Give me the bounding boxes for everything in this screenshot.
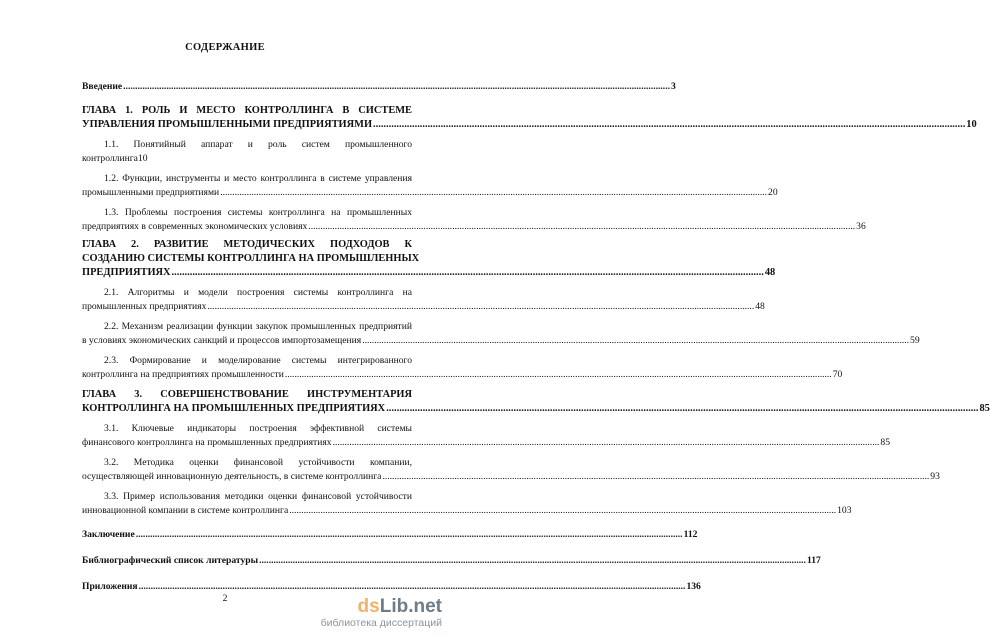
section-3-3-line1: 3.3. Пример использования методики оценки финансовой устойчивости xyxy=(104,491,412,502)
section-1-3-page: 36 xyxy=(856,221,866,232)
leader-dots: .................................................................................................................................................................................................................................... xyxy=(207,301,755,312)
section-3-2-line2: осуществляющей инновационную деятельность, в системе контроллинга xyxy=(82,471,382,482)
watermark xyxy=(321,597,442,629)
toc-appendix-label: Приложения xyxy=(82,581,138,592)
section-3-1-page: 85 xyxy=(880,437,890,448)
section-1-1-line2: контроллинга10 xyxy=(82,153,148,164)
toc-entry-conclusion[interactable] xyxy=(82,528,698,542)
toc-intro-label: Введение xyxy=(82,81,123,92)
section-1-2-line1: 1.2. Функции, инструменты и место контроллинга в системе управления xyxy=(104,173,412,184)
toc-chapter-2[interactable] xyxy=(82,238,776,280)
leader-dots: .................................................................................................................................................................................................................................... xyxy=(284,369,832,380)
section-3-3-line2: инновационной компании в системе контроллинга xyxy=(82,505,289,516)
toc-section-3-1[interactable] xyxy=(82,422,890,450)
leader-dots: .................................................................................................................................................................................................................................... xyxy=(220,187,768,198)
page-title: СОДЕРЖАНИЕ xyxy=(185,42,265,53)
leader-dots: .................................................................................................................................................................................................................................... xyxy=(138,581,686,592)
leader-dots: .................................................................................................................................................................................................................................... xyxy=(373,119,966,130)
chapter-1-title-line1: ГЛАВА 1. РОЛЬ И МЕСТО КОНТРОЛЛИНГА В СИСТЕМЕ xyxy=(82,105,412,116)
toc-entry-intro[interactable] xyxy=(82,80,676,94)
section-1-3-line2: предприятиях в современных экономических условиях xyxy=(82,221,308,232)
chapter-3-title-line2: КОНТРОЛЛИНГА НА ПРОМЫШЛЕННЫХ ПРЕДПРИЯТИЯХ xyxy=(82,403,386,414)
section-2-2-line2: в условиях экономических санкций и процессов импортозамещения xyxy=(82,335,362,346)
leader-dots: .................................................................................................................................................................................................................................... xyxy=(308,221,856,232)
toc-section-3-3[interactable] xyxy=(82,490,852,518)
section-3-2-line1: 3.2. Методика оценки финансовой устойчивости компании, xyxy=(104,457,412,468)
chapter-3-page: 85 xyxy=(979,403,990,414)
toc-appendix-page: 136 xyxy=(686,581,701,592)
section-2-2-page: 59 xyxy=(910,335,920,346)
chapter-1-page: 10 xyxy=(966,119,977,130)
chapter-2-title-line2: СОЗДАНИЮ СИСТЕМЫ КОНТРОЛЛИНГА НА ПРОМЫШЛЕННЫХ xyxy=(82,253,420,264)
leader-dots: .................................................................................................................................................................................................................................... xyxy=(332,437,880,448)
leader-dots: .................................................................................................................................................................................................................................... xyxy=(362,335,910,346)
toc-section-2-2[interactable] xyxy=(82,320,920,348)
chapter-1-title-line2: УПРАВЛЕНИЯ ПРОМЫШЛЕННЫМИ ПРЕДПРИЯТИЯМИ xyxy=(82,119,373,130)
section-2-3-line2: контроллинга на предприятиях промышленности xyxy=(82,369,284,380)
section-3-1-line1: 3.1. Ключевые индикаторы построения эффективной системы xyxy=(104,423,412,434)
toc-conclusion-page: 112 xyxy=(683,529,698,540)
section-1-3-line1: 1.3. Проблемы построения системы контроллинга на промышленных xyxy=(104,207,412,218)
leader-dots: .................................................................................................................................................................................................................................... xyxy=(382,471,930,482)
watermark-subtitle: библиотека диссертаций xyxy=(320,617,442,629)
section-2-1-page: 48 xyxy=(755,301,765,312)
section-1-2-page: 20 xyxy=(768,187,778,198)
toc-section-1-3[interactable] xyxy=(82,206,866,234)
leader-dots: .................................................................................................................................................................................................................................... xyxy=(123,81,670,92)
toc-intro-page: 3 xyxy=(670,81,676,92)
toc-section-1-2[interactable] xyxy=(82,172,778,200)
leader-dots: .................................................................................................................................................................................................................................... xyxy=(135,529,683,540)
toc-section-2-1[interactable] xyxy=(82,286,765,314)
section-1-1-line1: 1.1. Понятийный аппарат и роль систем промышленного xyxy=(104,139,412,150)
chapter-2-page: 48 xyxy=(764,267,776,278)
toc-chapter-1[interactable] xyxy=(82,104,977,132)
section-3-2-page: 93 xyxy=(930,471,940,482)
toc-bibliography-page: 117 xyxy=(806,555,821,566)
toc-section-3-2[interactable] xyxy=(82,456,940,484)
page-number: 2 xyxy=(222,593,228,604)
leader-dots: .................................................................................................................................................................................................................................... xyxy=(289,505,837,516)
leader-dots: .................................................................................................................................................................................................................................... xyxy=(386,403,979,414)
chapter-3-title-line1: ГЛАВА 3. СОВЕРШЕНСТВОВАНИЕ ИНСТРУМЕНТАРИЯ xyxy=(82,389,412,400)
section-2-3-line1: 2.3. Формирование и моделирование системы интегрированного xyxy=(104,355,412,366)
leader-dots: .................................................................................................................................................................................................................................... xyxy=(259,555,806,566)
watermark-logo: dsLib.net xyxy=(357,596,442,617)
section-2-3-page: 70 xyxy=(832,369,843,380)
chapter-2-title-line3: ПРЕДПРИЯТИЯХ xyxy=(82,267,171,278)
section-3-1-line2: финансового контроллинга на промышленных предприятиях xyxy=(82,437,332,448)
table-of-contents xyxy=(82,80,990,594)
toc-section-2-3[interactable] xyxy=(82,354,843,382)
toc-conclusion-label: Заключение xyxy=(82,529,135,540)
section-2-2-line1: 2.2. Механизм реализации функции закупок промышленных предприятий xyxy=(104,321,412,332)
section-1-2-line2: промышленными предприятиями xyxy=(82,187,220,198)
leader-dots: .................................................................................................................................................................................................................................... xyxy=(171,267,764,278)
section-2-1-line1: 2.1. Алгоритмы и модели построения системы контроллинга на xyxy=(104,287,412,298)
toc-entry-appendix[interactable] xyxy=(82,580,701,594)
section-2-1-line2: промышленных предприятиях xyxy=(82,301,207,312)
toc-entry-bibliography[interactable] xyxy=(82,554,821,568)
section-3-3-page: 103 xyxy=(837,505,852,516)
toc-chapter-3[interactable] xyxy=(82,388,990,416)
chapter-2-title-line1: ГЛАВА 2. РАЗВИТИЕ МЕТОДИЧЕСКИХ ПОДХОДОВ К xyxy=(82,239,412,250)
toc-section-1-1[interactable] xyxy=(82,138,412,166)
toc-bibliography-label: Библиографический список литературы xyxy=(82,555,259,566)
